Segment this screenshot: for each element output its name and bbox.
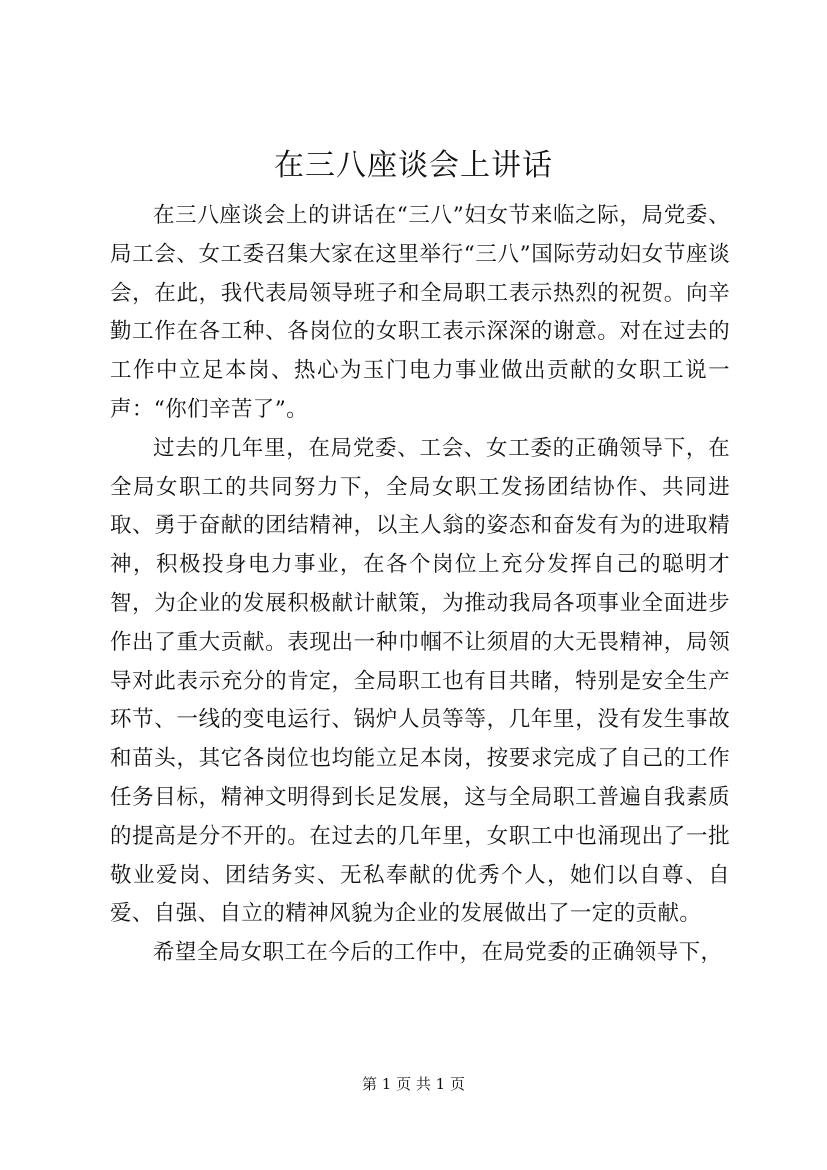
document-body xyxy=(110,197,730,973)
paragraph-2: 过去的几年里，在局党委、工会、女工委的正确领导下，在全局女职工的共同努力下，全局女职工发扬团结协作、共同进取、勇于奋献的团结精神，以主人翁的姿态和奋发有为的进取精神，积极投身电力事业，在各个岗位上充分发挥自己的聪明才智，为企业的发展积极献计献策，为推动我局各项事业全面进步作出了重大贡献。表现出一种巾帼不让须眉的大无畏精神，局领导对此表示充分的肯定，全局职工也有目共睹，特别是安全生产环节、一线的变电运行、锅炉人员等等，几年里，没有发生事故和苗头，其它各岗位也均能立足本岗，按要求完成了自己的工作任务目标，精神文明得到长足发展，这与全局职工普遍自我素质的提高是分不开的。在过去的几年里，女职工中也涌现出了一批敬业爱岗、团结务实、无私奉献的优秀个人，她们以自尊、自爱、自强、自立的精神风貌为企业的发展做出了一定的贡献。 xyxy=(110,435,730,927)
paragraph-3: 希望全局女职工在今后的工作中，在局党委的正确领导下， xyxy=(153,940,723,966)
paragraph-1: 在三八座谈会上的讲话在“三八”妇女节来临之际，局党委、局工会、女工委召集大家在这里举行“三八”国际劳动妇女节座谈会，在此，我代表局领导班子和全局职工表示热烈的祝贺。向辛勤工作在各工种、各岗位的女职工表示深深的谢意。对在过去的工作中立足本岗、热心为玉门电力事业做出贡献的女职工说一声：“你们辛苦了”。 xyxy=(110,203,730,422)
document-title: 在三八座谈会上讲话 xyxy=(274,148,553,183)
page-footer: 第 1 页 共 1 页 xyxy=(362,1075,465,1093)
